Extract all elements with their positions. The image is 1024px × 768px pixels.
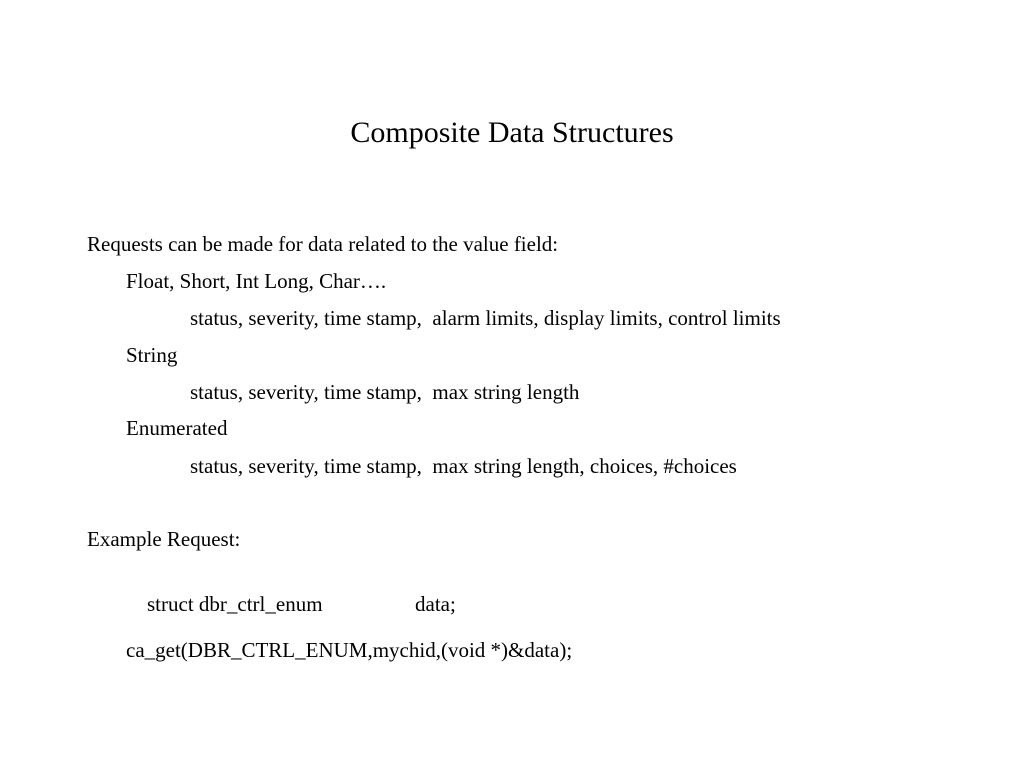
type-enumerated: Enumerated [126,416,228,440]
example-heading: Example Request: [87,527,241,551]
fields-string: status, severity, time stamp, max string length [190,380,580,404]
type-string: String [126,343,178,367]
type-float-short-int-long-char: Float, Short, Int Long, Char…. [126,269,387,293]
requests-intro: Requests can be made for data related to the value field: [87,232,559,256]
declaration-type: struct dbr_ctrl_enum [147,592,323,616]
fields-numeric: status, severity, time stamp, alarm limits, display limits, control limits [190,306,781,330]
example-call: ca_get(DBR_CTRL_ENUM,mychid,(void *)&data); [126,638,573,662]
slide-title: Composite Data Structures [350,116,674,149]
example-declaration [126,562,456,646]
declaration-variable: data; [415,592,456,616]
fields-enumerated: status, severity, time stamp, max string length, choices, #choices [190,454,737,478]
